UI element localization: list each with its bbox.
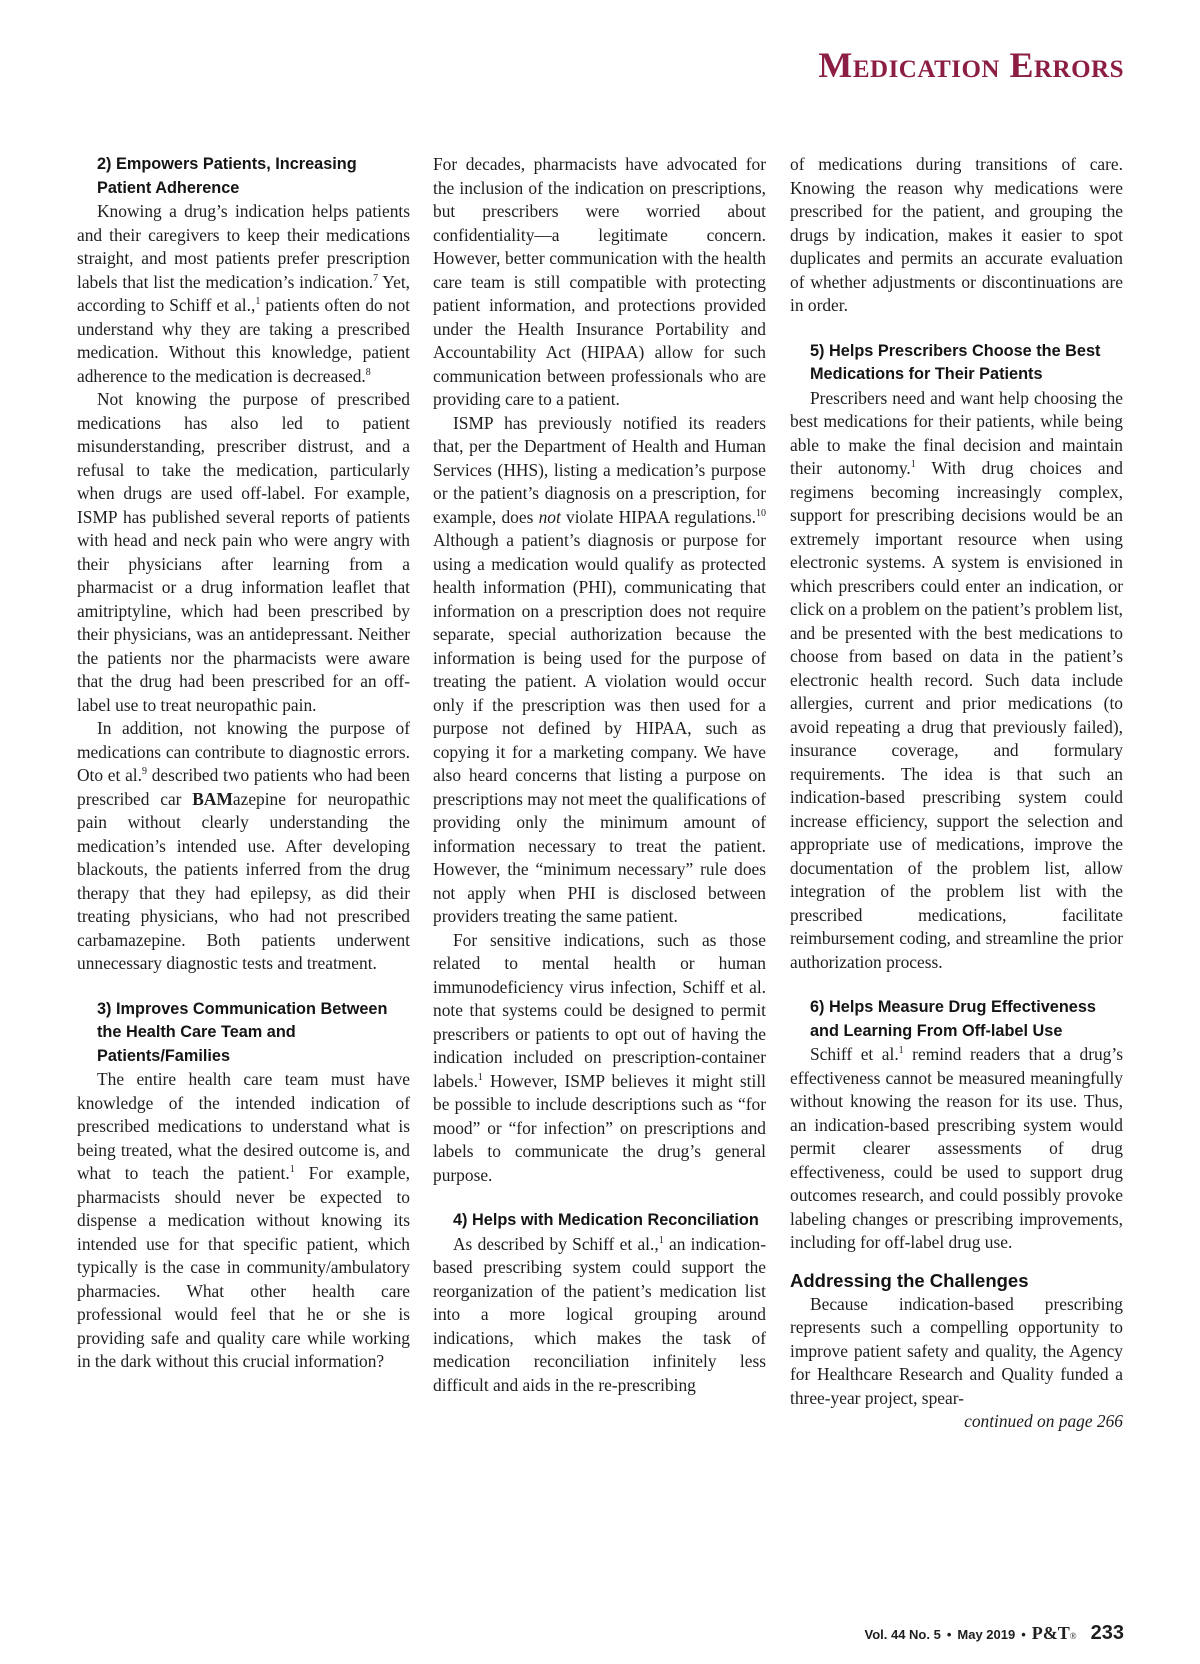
paragraph: Knowing a drug’s indication helps patients and their caregivers to keep their medications straight, and most patients prefer prescription labels that list the medication’s indication.$^7$ Yet, according to Schiff et al.,$^1$ patients often do not understand why they are taking a prescribed medication. Without this knowledge, patient adherence to the medication is decreased.$^8$	[77, 201, 410, 386]
paragraph: Schiff et al.$^1$ remind readers that a drug’s effectiveness cannot be measured meaningfully without knowing the reason for its use. Thus, an indication-based prescribing system would permit clearer assessments of drug effectiveness, could be used to support drug outcomes research, and could possibly provoke labeling changes or prescribing improvements, including for off-label drug use.	[790, 1044, 1123, 1252]
paragraph: In addition, not knowing the purpose of medications can contribute to diagnostic errors. Oto et al.$^9$ described two patients who had been prescribed car BAMazepine for neuropathic pain without clearly understanding the medication’s intended use. After developing blackouts, the patients inferred from the drug therapy that they had epilepsy, as did their treating physicians, who had not prescribed carbamazepine. Both patients underwent unnecessary diagnostic tests and treatment.	[77, 718, 410, 973]
section-heading-4: 4) Helps with Medication Reconciliation	[453, 1211, 759, 1229]
paragraph: As described by Schiff et al.,$^1$ an indication-based prescribing system could support the reorganization of the patient’s medication list into a more logical grouping around indications, which makes the task of medication reconciliation infinitely less difficult and aids in the re-prescribing	[433, 1233, 766, 1395]
registered-mark: ®	[1069, 1631, 1077, 1641]
paragraph: Prescribers need and want help choosing the best medications for their patients, while being able to make the final decision and maintain their autonomy.$^1$ With drug choices and regimens becoming increasingly complex, support for prescribing decisions would be an extremely important resource when using electronic systems. A system is envisioned in which prescribers could enter an indication, or click on a problem on the patient’s problem list, and be presented with the best medications to choose from based on data in the patient’s electronic health record. Such data include allergies, current and prior medications (to avoid repeating a drug that previously failed), insurance coverage, and formulary requirements. The idea is that such an indication-based prescribing system could increase efficiency, support the selection and appropriate use of medications, improve the documentation of the problem list, allow integration of the problem list with the prescribed medications, facilitate reimbursement coding, and streamline the prior authorization process.	[790, 387, 1123, 972]
section-heading-6: 6) Helps Measure Drug Effectiveness and Learning From Off-label Use	[810, 998, 1096, 1040]
citation-ref: 1	[289, 1164, 295, 1176]
footer-bullet: •	[1021, 1627, 1026, 1642]
column-3	[790, 153, 1123, 1434]
paragraph: ISMP has previously notified its readers that, per the Department of Health and Human Services (HHS), listing a medication’s purpose or the patient’s diagnosis on a prescription, for example, does not violate HIPAA regulations.$^{10}$ Although a patient’s diagnosis or purpose for using a medication would qualify as protected health information (PHI), communicating that information on a prescription does not require separate, special authorization because the information is being used for the purpose of treating the patient. A violation would occur only if the prescription was then used for a purpose not defined by HIPAA, such as copying it for a marketing company. We have also heard concerns that listing a purpose on prescriptions may not meet the qualifications of providing only the minimum amount of information necessary to treat the patient. However, the “minimum necessary” rule does not apply when PHI is disclosed between providers treating the same patient.	[433, 412, 766, 926]
paragraph: of medications during transitions of care. Knowing the reason why medications were prescribed for the patient, and grouping the drugs by indication, makes it easier to spot duplicates and permits an accurate evaluation of whether adjustments or discontinuations are in order.	[790, 154, 1123, 315]
citation-ref: 1	[477, 1071, 483, 1083]
tall-man-letters: BAM	[192, 788, 233, 809]
section-heading-challenges: Addressing the Challenges	[790, 1269, 1029, 1291]
paragraph: Because indication-based prescribing represents such a compelling opportunity to improve patient safety and quality, the Agency for Healthcare Research and Quality funded a three-year project, spear-	[790, 1293, 1123, 1408]
running-header-title: Medication Errors	[818, 45, 1124, 85]
citation-ref: 8	[365, 366, 371, 378]
citation-ref: 1	[910, 459, 916, 471]
citation-ref: 1	[255, 296, 261, 308]
citation-ref: 1	[658, 1234, 664, 1246]
paragraph: Not knowing the purpose of prescribed medications has also led to patient misunderstanding, prescriber distrust, and a refusal to take the medication, particularly when drugs are used off-label. For example, ISMP has published several reports of patients with head and neck pain who were angry with their physicians after learning from a pharmacist or a drug information leaflet that amitriptyline, which had been prescribed by their physicians, was an antidepressant. Neither the patients nor the pharmacists were aware that the drug had been prescribed for an off-label use to treat neuropathic pain.	[77, 389, 410, 715]
column-2	[433, 153, 766, 1397]
section-heading-3: 3) Improves Communication Between the Health Care Team and Patients/Families	[97, 999, 388, 1065]
journal-name: P&T®	[1031, 1623, 1077, 1643]
issue-date: May 2019	[957, 1627, 1016, 1642]
citation-ref: 9	[141, 766, 147, 778]
section-heading-5: 5) Helps Prescribers Choose the Best Medications for Their Patients	[810, 341, 1101, 383]
page-footer	[864, 1622, 1124, 1645]
paragraph: The entire health care team must have knowledge of the intended indication of prescribed medications to understand what is being treated, what the desired outcome is, and what to teach the patient.$^1$ For example, pharmacists should never be expected to dispense a medication without knowing its intended use for that specific patient, which typically is the case in community/ambulatory pharmacies. What other health care professional would feel that he or she is providing safe and quality care while working in the dark without this crucial information?	[77, 1069, 410, 1371]
citation-ref: 10	[756, 507, 766, 519]
section-heading-2: 2) Empowers Patients, Increasing Patient Adherence	[97, 155, 357, 197]
citation-ref: 1	[898, 1045, 904, 1057]
column-1	[77, 153, 410, 1374]
paragraph: For decades, pharmacists have advocated for the inclusion of the indication on prescriptions, but prescribers were worried about confidentiality—a legitimate concern. However, better communication with the health care team is still compatible with protecting patient information, and protections provided under the Health Insurance Portability and Accountability Act (HIPAA) allow for such communication between professionals who are providing care to a patient.	[433, 154, 766, 409]
continued-note: continued on page 266	[964, 1411, 1123, 1431]
page-number: 233	[1090, 1622, 1124, 1644]
paragraph: For sensitive indications, such as those related to mental health or human immunodeficiency virus infection, Schiff et al. note that systems could be designed to permit prescribers or patients to opt out of having the indication included on prescription-container labels.$^1$ However, ISMP believes it might still be possible to include descriptions such as “for mood” or “for infection” on prescriptions and labels to communicate the drug’s general purpose.	[433, 929, 766, 1185]
footer-bullet: •	[946, 1627, 952, 1642]
issue-info: Vol. 44 No. 5	[864, 1627, 941, 1642]
citation-ref: 7	[373, 272, 379, 284]
